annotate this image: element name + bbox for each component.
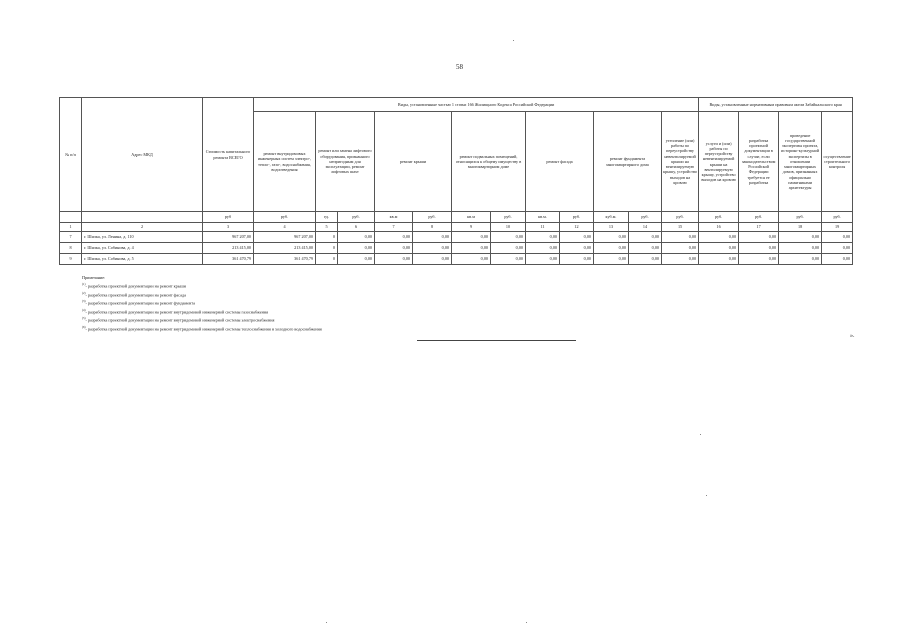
scan-speck	[700, 434, 701, 435]
notes-title: Примечание:	[82, 275, 106, 280]
value-cell: 0,00	[413, 243, 452, 254]
index-cell: 13	[594, 223, 629, 232]
value-cell: 0,00	[822, 243, 853, 254]
unit-cell: руб.	[699, 212, 739, 223]
value-cell: 0,00	[779, 232, 822, 243]
value-cell: 0,00	[375, 243, 413, 254]
value-cell: 0,00	[413, 254, 452, 265]
value-cell: 0,00	[375, 254, 413, 265]
header-regional-group: Виды, установленные нормативным правовым актом Забайкальского края	[699, 98, 853, 112]
value-cell: 0,00	[452, 254, 491, 265]
header-federal-group: Виды, установленные частью 1 статьи 166 Жилищного Кодекса Российской Федерации	[254, 98, 699, 112]
header-design-docs: разработка проектной документации в случае, если законодательством Российской Федерации требуется ее разработка	[739, 112, 779, 212]
value-cell: 967 207,00	[203, 232, 254, 243]
index-cell: 18	[779, 223, 822, 232]
note-mark: (2)	[82, 290, 86, 295]
value-cell: 0,00	[526, 232, 560, 243]
unit-cell: руб.	[779, 212, 822, 223]
header-num: № п/п	[60, 98, 82, 212]
note-mark: (6)	[82, 324, 86, 329]
note-mark: (3)	[82, 299, 86, 304]
value-cell: 213 415,00	[203, 243, 254, 254]
table-row	[60, 243, 853, 254]
value-cell: 967 207,00	[254, 232, 316, 243]
unit-cell: руб.	[338, 212, 375, 223]
value-cell: 0,00	[560, 232, 594, 243]
group-header-row	[60, 98, 853, 112]
value-cell: 0	[316, 243, 338, 254]
value-cell: 0,00	[662, 243, 699, 254]
value-cell: 0,00	[526, 254, 560, 265]
unit-cell: руб	[203, 212, 254, 223]
note-mark: (4)	[82, 307, 86, 312]
header-construction-control: осуществление строительного контроля	[822, 112, 853, 212]
value-cell: 0,00	[739, 254, 779, 265]
unit-cell: руб.	[629, 212, 662, 223]
unit-cell: руб.	[662, 212, 699, 223]
unit-cell: руб.	[491, 212, 526, 223]
unit-cell: руб.	[822, 212, 853, 223]
index-cell: 15	[662, 223, 699, 232]
note-mark: (5)	[82, 316, 86, 321]
note-text: - разработка проектной документации на ремонт фасада	[85, 291, 186, 297]
value-cell: 361 470,79	[254, 254, 316, 265]
table-row	[60, 232, 853, 243]
unit-cell: руб.	[413, 212, 452, 223]
value-cell: 0,00	[526, 243, 560, 254]
value-cell: 0,00	[629, 243, 662, 254]
index-cell: 2	[82, 223, 203, 232]
row-num: 7	[60, 232, 82, 243]
value-cell: 0,00	[594, 232, 629, 243]
value-cell: 0,00	[699, 243, 739, 254]
value-cell: 0,00	[491, 232, 526, 243]
value-cell: 0,00	[779, 243, 822, 254]
header-roof: ремонт крыши	[375, 112, 452, 212]
unit-cell: руб.	[560, 212, 594, 223]
value-cell: 0,00	[699, 232, 739, 243]
index-cell: 3	[203, 223, 254, 232]
note-text: - разработка проектной документации на ремонт крыши	[85, 283, 187, 289]
value-cell: 0,00	[560, 243, 594, 254]
value-cell: 0,00	[739, 232, 779, 243]
header-engineering: ремонт внутридомовых инженерных систем электро-, тепло-, газо-, водоснабжения, водоотведения	[254, 112, 316, 212]
index-cell: 7	[375, 223, 413, 232]
scan-speck	[706, 495, 707, 496]
row-num: 8	[60, 243, 82, 254]
page-number: 58	[456, 63, 463, 71]
value-cell: 0,00	[338, 232, 375, 243]
note-text: - разработка проектной документации на ремонт внутридомовой инженерной системы теплоснабжения и холодного водоснабжения	[85, 325, 322, 331]
header-services: услуги и (или) работы по переустройству невентилируемой крыши на вентилируемую крышу, устройство выходов на кровлю	[699, 112, 739, 212]
value-cell: 0,00	[491, 243, 526, 254]
value-cell: 0,00	[822, 232, 853, 243]
note-text: - разработка проектной документации на ремонт фундамента	[85, 300, 196, 306]
unit-row	[60, 212, 853, 223]
value-cell: 0,00	[629, 232, 662, 243]
index-cell: 16	[699, 223, 739, 232]
note-item	[82, 324, 322, 332]
index-cell: 6	[338, 223, 375, 232]
value-cell: 0,00	[338, 243, 375, 254]
row-address: г. Шилка, ул. Собинова, д. 5	[82, 254, 203, 265]
index-cell: 1	[60, 223, 82, 232]
value-cell: 0,00	[739, 243, 779, 254]
value-cell: 0,00	[491, 254, 526, 265]
value-cell: 0	[316, 254, 338, 265]
note-item	[82, 307, 322, 315]
value-cell: 0,00	[662, 232, 699, 243]
value-cell: 0,00	[560, 254, 594, 265]
header-lifts: ремонт или замена лифтового оборудования, признанного непригодным для эксплуатации, ремонт лифтовых шахт	[316, 112, 375, 212]
value-cell: 0,00	[594, 254, 629, 265]
index-cell: 14	[629, 223, 662, 232]
header-facade: ремонт фасада	[526, 112, 594, 212]
header-basements: ремонт подвальных помещений, относящихся к общему имуществу в многоквартирном доме	[452, 112, 526, 212]
note-text: - разработка проектной документации на ремонт внутридомовой инженерной системы газоснабжения	[85, 308, 268, 314]
value-cell: 0,00	[452, 232, 491, 243]
header-foundation: ремонт фундамента многоквартирного дома	[594, 112, 662, 212]
index-cell: 17	[739, 223, 779, 232]
unit-cell: кв.м	[452, 212, 491, 223]
notes-block	[82, 275, 322, 332]
note-item	[82, 281, 322, 289]
scan-speck	[326, 622, 327, 623]
index-cell: 10	[491, 223, 526, 232]
note-item	[82, 298, 322, 306]
closing-quote: ».	[850, 333, 855, 339]
value-cell: 0,00	[413, 232, 452, 243]
header-address: Адрес МКД	[82, 98, 203, 212]
value-cell: 0,00	[779, 254, 822, 265]
index-cell: 19	[822, 223, 853, 232]
index-cell: 12	[560, 223, 594, 232]
value-cell: 0,00	[822, 254, 853, 265]
value-cell: 0,00	[594, 243, 629, 254]
value-cell: 0,00	[452, 243, 491, 254]
table-row	[60, 254, 853, 265]
note-mark: (1)	[82, 282, 86, 287]
note-item	[82, 315, 322, 323]
header-roof-insulation: утепление (или) работы по переустройству невентилируемой крыши на вентилируемую крышу, устройство выходов на кровлю	[662, 112, 699, 212]
unit-cell: куб.м.	[594, 212, 629, 223]
index-cell: 9	[452, 223, 491, 232]
index-cell: 5	[316, 223, 338, 232]
value-cell: 361 470,79	[203, 254, 254, 265]
note-text: - разработка проектной документации на ремонт внутридомовой инженерной системы электроснабжения	[85, 317, 275, 323]
unit-cell: ед.	[316, 212, 338, 223]
value-cell: 213 415,00	[254, 243, 316, 254]
unit-cell: кв.м.	[526, 212, 560, 223]
scan-speck	[526, 622, 527, 623]
scan-speck	[513, 40, 514, 41]
index-cell: 8	[413, 223, 452, 232]
value-cell: 0,00	[375, 232, 413, 243]
header-total-cost: Стоимость капитального ремонта ВСЕГО	[203, 98, 254, 212]
unit-cell: руб.	[739, 212, 779, 223]
capital-repair-table	[59, 97, 853, 265]
value-cell: 0,00	[338, 254, 375, 265]
value-cell: 0,00	[699, 254, 739, 265]
unit-cell: кв.м	[375, 212, 413, 223]
index-row	[60, 223, 853, 232]
header-cultural: проведение государственной экспертизы проекта, историко-культурной экспертизы в отношении многоквартирных домов, признанных официально памятниками архитектуры	[779, 112, 822, 212]
row-address: г. Шилка, ул. Ленина, д. 110	[82, 232, 203, 243]
row-address: г. Шилка, ул. Собинова, д. 4	[82, 243, 203, 254]
value-cell: 0	[316, 232, 338, 243]
value-cell: 0,00	[629, 254, 662, 265]
index-cell: 11	[526, 223, 560, 232]
unit-cell: руб.	[254, 212, 316, 223]
value-cell: 0,00	[662, 254, 699, 265]
note-item	[82, 290, 322, 298]
row-num: 9	[60, 254, 82, 265]
index-cell: 4	[254, 223, 316, 232]
footer-divider	[417, 340, 576, 341]
